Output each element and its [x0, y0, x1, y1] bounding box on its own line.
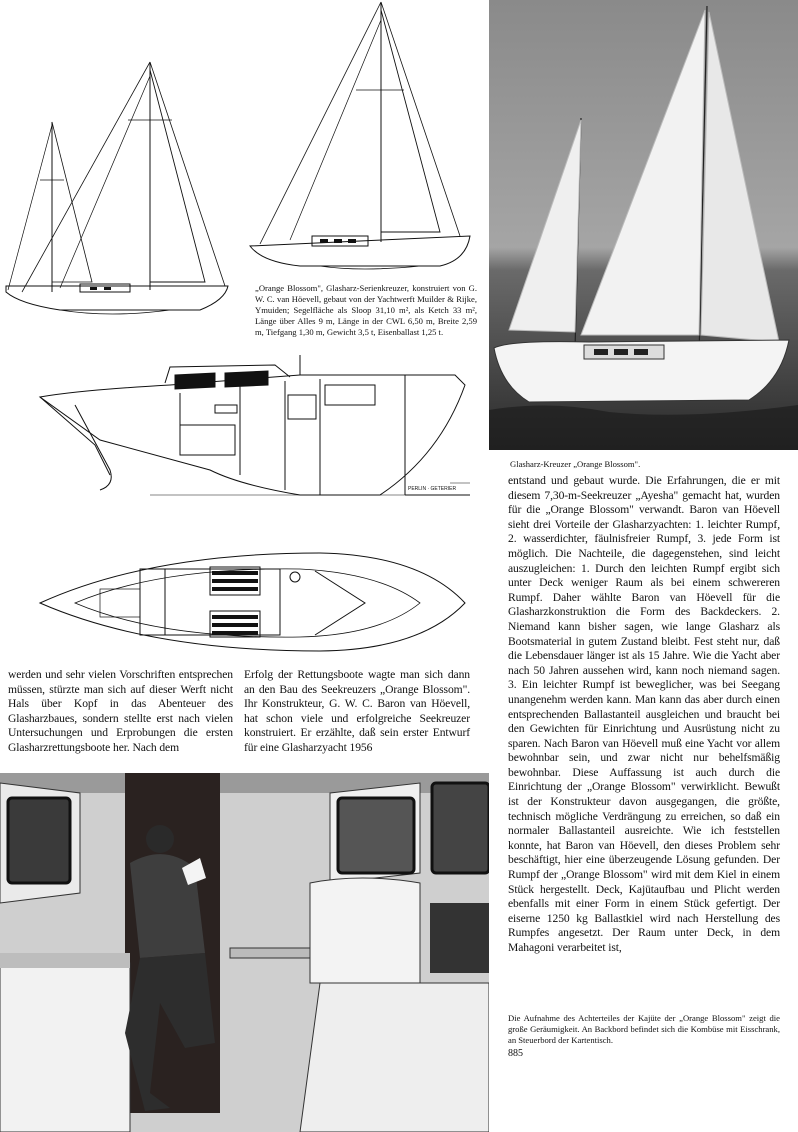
article-column-right: entstand und gebaut wurde. Die Erfahrungen, die er mit diesem 7,30-m-Seekreuzer „Ayesha" gemacht hat, wurden für die „Orange Blossom" verwandt. Baron van Höevell sieht drei Vorteile der Glasharzyachten: 1. leichter Rumpf, 2. wasserdichter, fäulnisfreier Rumpf, 3. jede Form ist möglich. Die Nachteile, die dagegenstehen, sind leicht auszugleichen: 1. Durch den leichten Rumpf ergibt sich unter Deck weniger Raum als bei einem schwereren Rumpf. Daher wählte Baron van Höevell für die Glasharzkonstruktion die Form des Backdeckers. 2. Niemand kann bisher sagen, wie lange Glasharz als Bootsmaterial in gutem Zustand bleibt. Fest steht nur, daß die Lebensdauer länger ist als 15 Jahre. Wie die Yacht aber nach 50 Jahren aussehen wird, kann noch niemand sagen. 3. Ein leichter Rumpf ist beweglicher, was bei Seegang unangenehm werden kann. Man kann das aber durch einen entsprechenden Ballastanteil ausgleichen und braucht bei den Gewichten für Einrichtung und Ausrüstung nicht zu sparen. Nach Baron van Höevell muß eine Yacht vor allem bewohnbar sein, und zwar nicht nur behelfsmäßig bewohnbar. Diese Auffassung ist auch durch die Einrichtung der „Orange Blossom" verwirklicht. Bewußt ist der Konstrukteur davon ausgegangen, die größte, technisch mögliche Verdrängung zu erreichen, so daß ein normaler Ballastanteil ausreichte. Wie ich feststellen konnte, hat Baron van Höevell, den dieses Problem sehr beschäftigt, hier eine überzeugende Lösung gefunden. Der Rumpf der „Orange Blossom" wird mit dem Kiel in einem Stück hergestellt. Deck, Kajütaufbau und Plicht werden ebenfalls mit einer Form in einem Stück gefertigt. Der eiserne 1250 kg Ballastkiel wird nach Herstellung des Rumpfes angesetzt. Der Raum unter Deck, in dem Mahagoni verarbeitet ist, — [508, 474, 780, 954]
article-column-left: werden und sehr vielen Vorschriften entsprechen müssen, stürzte man sich auf dieser Werft nicht Hals über Kopf in das Abenteuer des Glasharzbaues, sondern stellte erst nach vielen Untersuchungen und Erprobungen die ersten Glasharzrettungsboote her. Nach dem — [8, 668, 233, 754]
sailing-photo — [489, 0, 798, 450]
article-column-middle: Erfolg der Rettungsboote wagte man sich dann an den Bau des Seekreuzers „Orange Blossom". Ihr Konstrukteur, G. W. C. Baron van Höevell, hat schon viele und erfolgreiche Seekreuzer konstruiert. Er erzählte, daß sein erster Entwurf für eine Glasharzyacht 1956 — [244, 668, 470, 754]
plan-stamp: PERLIN · GETERIER — [408, 486, 457, 492]
sail-plans — [0, 0, 485, 330]
page-number: 885 — [508, 1048, 523, 1059]
photo-bottom-caption: Die Aufnahme des Achterteiles der Kajüte der „Orange Blossom" zeigt die große Geräumigkeit. An Backbord befindet sich die Kombüse mit Eisschrank, an Steuerbord der Kartentisch. — [508, 1013, 780, 1045]
photo-top-caption: Glasharz-Kreuzer „Orange Blossom". — [510, 459, 641, 469]
construction-plans — [0, 345, 485, 660]
drawing-caption: „Orange Blossom", Glasharz-Serienkreuzer, konstruiert von G. W. C. van Höevell, gebaut von der Yachtwerft Muilder & Rijke, Ymuiden; Segelfläche als Sloop 31,10 m², als Ketch 33 m², Länge über Alles 9 m, Länge in der CWL 6,50 m, Breite 2,59 m, Tiefgang 1,30 m, Gewicht 3,5 t, Eisenballast 1,25 t. — [255, 283, 477, 337]
cabin-interior-photo — [0, 773, 489, 1132]
